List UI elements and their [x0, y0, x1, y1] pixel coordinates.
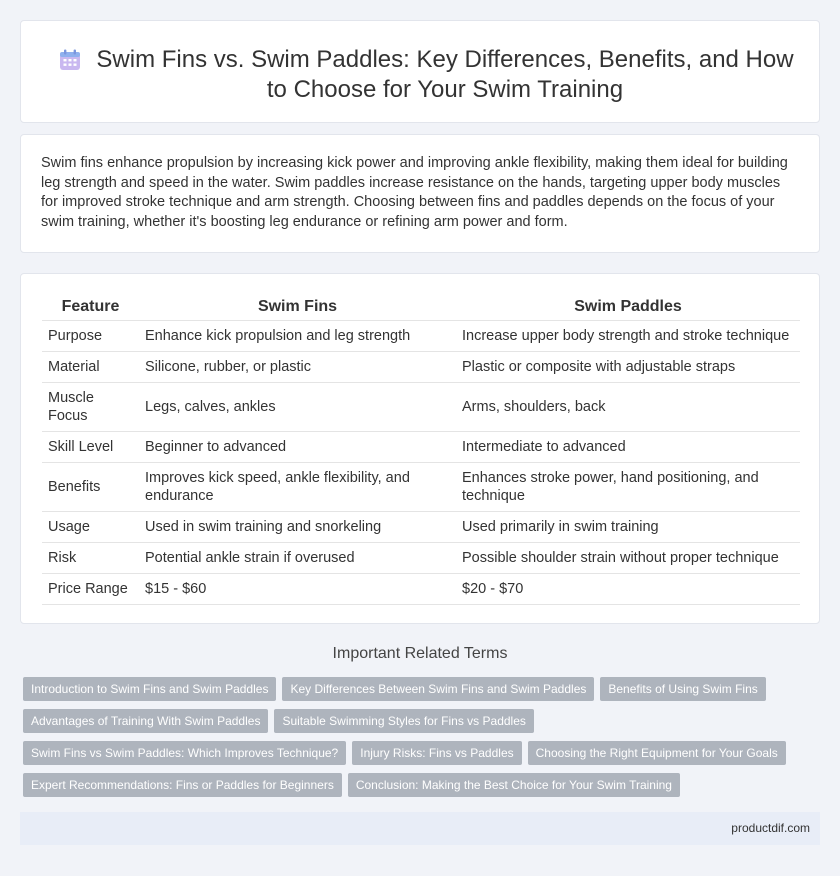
feature-cell: Risk [42, 542, 139, 573]
swim-paddles-cell: Possible shoulder strain without proper technique [456, 542, 800, 573]
related-terms-list [23, 677, 823, 805]
related-term-tag[interactable]: Injury Risks: Fins vs Paddles [352, 741, 521, 765]
related-term-tag[interactable]: Benefits of Using Swim Fins [600, 677, 765, 701]
related-term-tag[interactable]: Advantages of Training With Swim Paddles [23, 709, 268, 733]
swim-fins-cell: Improves kick speed, ankle flexibility, and endurance [139, 462, 456, 511]
swim-fins-cell: Beginner to advanced [139, 431, 456, 462]
calendar-icon [59, 49, 81, 76]
swim-paddles-cell: Increase upper body strength and stroke technique [456, 320, 800, 351]
related-terms-heading: Important Related Terms [332, 645, 508, 662]
comparison-table-card [20, 273, 820, 624]
feature-cell: Skill Level [42, 431, 139, 462]
table-row [42, 511, 800, 542]
swim-fins-cell: Legs, calves, ankles [139, 382, 456, 431]
table-row [42, 351, 800, 382]
swim-fins-cell: Enhance kick propulsion and leg strength [139, 320, 456, 351]
swim-fins-cell: Used in swim training and snorkeling [139, 511, 456, 542]
feature-cell: Price Range [42, 573, 139, 604]
table-row [42, 431, 800, 462]
table-row [42, 462, 800, 511]
swim-fins-cell: Potential ankle strain if overused [139, 542, 456, 573]
related-term-tag[interactable]: Key Differences Between Swim Fins and Swim Paddles [282, 677, 594, 701]
swim-paddles-cell: Plastic or composite with adjustable straps [456, 351, 800, 382]
table-row [42, 382, 800, 431]
feature-cell: Purpose [42, 320, 139, 351]
feature-cell: Muscle Focus [42, 382, 139, 431]
related-term-tag[interactable]: Swim Fins vs Swim Paddles: Which Improves Technique? [23, 741, 346, 765]
page-title: Swim Fins vs. Swim Paddles: Key Differences, Benefits, and How to Choose for Your Swim Training [96, 46, 794, 103]
intro-paragraph: Swim fins enhance propulsion by increasing kick power and improving ankle flexibility, making them ideal for building leg strength and speed in the water. Swim paddles increase resistance on the hands, targeting upper body muscles for improved stroke technique and arm strength. Choosing between fins and paddles depends on the focus of your swim training, whether it's boosting leg endurance or refining arm power and form. [41, 155, 788, 230]
feature-cell: Benefits [42, 462, 139, 511]
feature-cell: Material [42, 351, 139, 382]
site-name[interactable]: productdif.com [731, 821, 810, 835]
header-feature: Feature [42, 294, 139, 320]
related-term-tag[interactable]: Suitable Swimming Styles for Fins vs Paddles [274, 709, 533, 733]
swim-paddles-cell: Arms, shoulders, back [456, 382, 800, 431]
swim-fins-cell: Silicone, rubber, or plastic [139, 351, 456, 382]
swim-paddles-cell: Intermediate to advanced [456, 431, 800, 462]
table-header-row [42, 294, 800, 320]
related-term-tag[interactable]: Expert Recommendations: Fins or Paddles for Beginners [23, 773, 342, 797]
swim-paddles-cell: Used primarily in swim training [456, 511, 800, 542]
related-term-tag[interactable]: Introduction to Swim Fins and Swim Paddles [23, 677, 276, 701]
header-swim-fins: Swim Fins [139, 294, 456, 320]
table-row [42, 542, 800, 573]
swim-paddles-cell: $20 - $70 [456, 573, 800, 604]
related-term-tag[interactable]: Choosing the Right Equipment for Your Goals [528, 741, 786, 765]
feature-cell: Usage [42, 511, 139, 542]
comparison-table [42, 294, 800, 605]
table-row [42, 573, 800, 604]
related-term-tag[interactable]: Conclusion: Making the Best Choice for Your Swim Training [348, 773, 680, 797]
intro-card [20, 134, 820, 253]
header-swim-paddles: Swim Paddles [456, 294, 800, 320]
swim-paddles-cell: Enhances stroke power, hand positioning, and technique [456, 462, 800, 511]
swim-fins-cell: $15 - $60 [139, 573, 456, 604]
table-row [42, 320, 800, 351]
footer [20, 812, 820, 845]
title-card [20, 20, 820, 123]
